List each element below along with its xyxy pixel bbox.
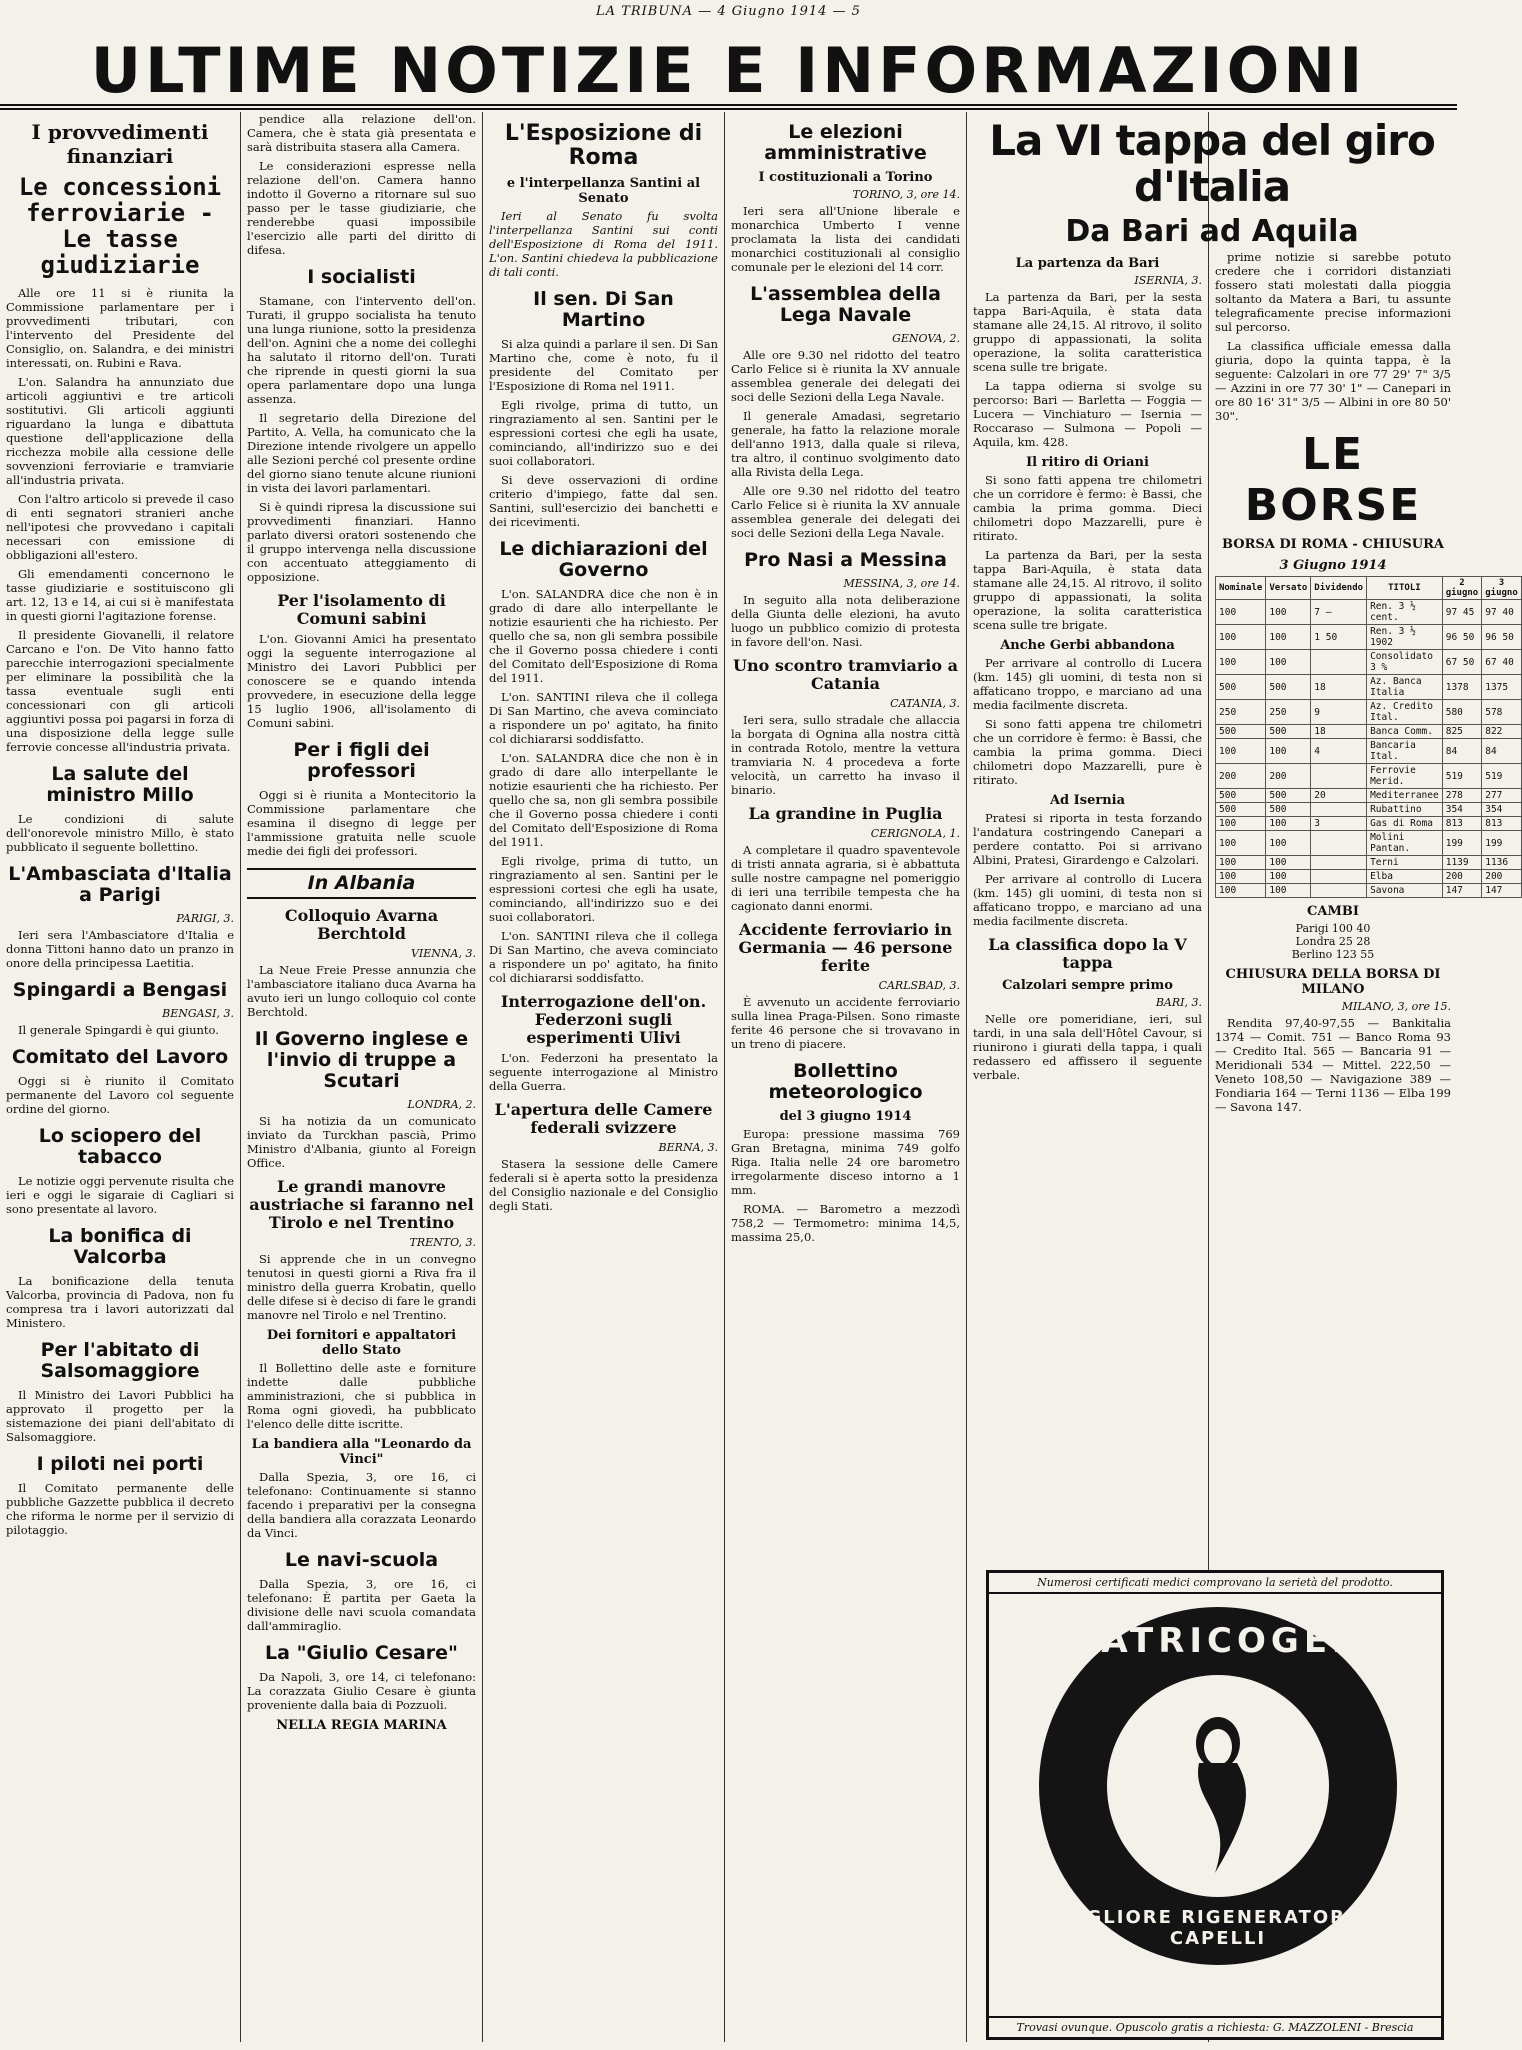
table-cell: 500 [1266,675,1311,700]
table-cell: 100 [1216,600,1266,625]
table-cell: Terni [1367,856,1443,870]
table-cell: 813 [1442,817,1482,831]
cambi-item: Londra 25 28 [1295,935,1371,948]
article-headline: La "Giulio Cesare" [265,1642,458,1664]
table-cell: 250 [1266,700,1311,725]
article-paragraph: Pratesi si riporta in testa forzando l'andatura costringendo Canepari a perdere contatto. Poi si arrivano Albini, Pratesi, Girardengo e Calzolari. [973,811,1202,867]
dateline: LONDRA, 2. [407,1098,476,1111]
table-cell: 20 [1311,789,1367,803]
table-row [1216,817,1522,831]
article-headline: Il sen. Di San Martino [533,288,674,331]
table-cell: 277 [1482,789,1522,803]
table-cell: 580 [1442,700,1482,725]
table-cell: 822 [1482,725,1522,739]
table-cell: 67 40 [1482,650,1522,675]
article-paragraph: Con l'altro articolo si prevede il caso di enti segnatori stranieri anche nell'ipotesi che provvedano i capitali necessari con emissione di obbligazioni all'estero. [6,492,234,562]
table-cell: 100 [1266,817,1311,831]
table-cell: 500 [1216,725,1266,739]
table-cell: 84 [1482,739,1522,764]
article-headline: Bollettino meteorologico [768,1060,923,1103]
table-cell: Ren. 3 ½ 1902 [1367,625,1443,650]
table-cell: 578 [1482,700,1522,725]
article-paragraph: A completare il quadro spaventevole di tristi annata agraria, si è abbattuta sulle nostre campagne nel pomeriggio di ieri una terribile tempesta che ha cagionato danni enormi. [731,843,960,913]
table-cell: 7 — [1311,600,1367,625]
table-cell: Bancaria Ital. [1367,739,1443,764]
cambi-title: CAMBI [1307,904,1359,919]
article-paragraph: L'on. SANTINI rileva che il collega Di San Martino, che aveva cominciato a rispondere un po' agitato, ha finito col dichiararsi soddisfatto. [489,929,718,985]
dateline: MESSINA, 3, ore 14. [843,577,960,590]
table-cell [1311,884,1367,898]
table-row [1216,789,1522,803]
table-cell: 3 [1311,817,1367,831]
table-header: Dividendo [1311,577,1367,600]
dateline: ISERNIA, 3. [1134,274,1202,287]
article-headline: Dei fornitori e appaltatori dello Stato [266,1328,457,1358]
article-paragraph: Alle ore 11 si è riunita la Commissione parlamentare per i provvedimenti tributari, con l'intervento del Presidente del Consiglio, on. Salandra, e dei ministri interessati, on. Rubini e Rava. [6,286,234,370]
table-cell: 1 50 [1311,625,1367,650]
table-cell: 147 [1442,884,1482,898]
article-headline: Le grandi manovre austriache si faranno nel Tirolo e nel Trentino [249,1177,474,1232]
article-paragraph: Egli rivolge, prima di tutto, un ringraziamento al sen. Santini per le espressioni cortesi che egli ha usate, cominciando, all'indirizzo suo e dei suoi collaboratori. [489,854,718,924]
table-cell: 96 50 [1482,625,1522,650]
article-headline: Anche Gerbi abbandona [1000,638,1175,653]
article-headline: Le concessioni ferroviarie - Le tasse giudiziarie [18,173,222,279]
table-cell: 199 [1482,831,1522,856]
article-subheadline: e l'interpellanza Santini al Senato [506,176,701,206]
dateline: CERIGNOLA, 1. [870,827,960,840]
article-paragraph: Alle ore 9.30 nel ridotto del teatro Carlo Felice si è riunita la XV annuale assemblea generale dei delegati dei soci delle Sezioni della Lega Navale. [731,348,960,404]
table-cell: 18 [1311,725,1367,739]
article-headline: I piloti nei porti [36,1453,204,1475]
table-cell: 199 [1442,831,1482,856]
dateline: PARIGI, 3. [176,912,234,925]
dateline: CARLSBAD, 3. [878,979,960,992]
article-paragraph: L'on. SANTINI rileva che il collega Di San Martino, che aveva cominciato a rispondere un po' agitato, ha finito col dichiararsi soddisfatto. [489,690,718,746]
banner-rule-thin [0,108,1457,110]
table-cell: 147 [1482,884,1522,898]
table-cell: 4 [1311,739,1367,764]
table-cell: 100 [1216,817,1266,831]
table-cell: 100 [1266,600,1311,625]
article-paragraph: Ieri sera, sullo stradale che allaccia la borgata di Ognina alla nostra città in contrada Rotolo, mentre la vettura tramviaria N. 4 procedeva a forte velocità, un carretto ha invaso il binario. [731,713,960,797]
article-headline: I socialisti [307,266,416,288]
table-cell: 100 [1216,625,1266,650]
cambi-list [1215,922,1451,961]
table-cell: 100 [1266,650,1311,675]
article-paragraph: Le notizie oggi pervenute risulta che ieri e oggi le sigaraie di Cagliari si sono presentate al lavoro. [6,1174,234,1216]
table-row [1216,739,1522,764]
section-header: In Albania [247,868,476,899]
article-headline: L'Esposizione di Roma [504,121,703,170]
article-headline: Comitato del Lavoro [11,1046,229,1068]
column-5-body [967,250,1208,1566]
giro-headline: La VI tappa del giro d'Italia [989,116,1435,211]
table-header: TITOLI [1367,577,1443,600]
article-paragraph: Oggi si è riunita a Montecitorio la Commissione parlamentare che esamina il disegno di legge per l'ammissione gratuita nelle scuole medie dei figli dei professori. [247,788,476,858]
article-paragraph: Le considerazioni espresse nella relazione dell'on. Camera hanno indotto il Governo a ritornare sul suo passo per le tasse giudiziarie, che renderebbe quasi impossibile l'esercizio alle parti del diritto di difesa. [247,159,476,257]
table-cell: 100 [1216,856,1266,870]
article-headline: L'apertura delle Camere federali svizzere [494,1100,713,1137]
table-cell [1311,856,1367,870]
article-paragraph: Le condizioni di salute dell'onorevole ministro Millo, è stato pubblicato il seguente bollettino. [6,812,234,854]
article-paragraph: Oggi si è riunito il Comitato permanente del Lavoro col seguente ordine del giorno. [6,1074,234,1116]
table-cell: Consolidato 3 % [1367,650,1443,675]
column-6 [1209,250,1518,1566]
ad-footer: Trovasi ovunque. Opuscolo gratis a richiesta: G. MAZZOLENI - Brescia [989,2016,1441,2037]
page-banner: ULTIME NOTIZIE E INFORMAZIONI [90,34,1367,107]
article-paragraph: Il Comitato permanente delle pubbliche Gazzette pubblica il decreto che riforma le norme per il servizio di pilotaggio. [6,1481,234,1537]
table-cell: 519 [1442,764,1482,789]
ad-slogan: IL MIGLIORE RIGENERATORE DEI CAPELLI [1027,1907,1409,1949]
article-paragraph: Il presidente Giovanelli, il relatore Carcano e l'on. De Vito hanno fatto parecchie interrogazioni specialmente per eliminare la possibilità che la tassa eventuale sugli enti concessionari con gli articoli aggiuntivi possa poi pagarsi in forza di una disposizione della legge sulle ferrovie concesse all'industria privata. [6,628,234,754]
cambi-item: Parigi 100 40 [1295,922,1371,935]
table-cell: 100 [1216,650,1266,675]
article-paragraph: pendice alla relazione dell'on. Camera, che è stata già presentata e sarà distribuita stasera alla Camera. [247,112,476,154]
table-cell: 519 [1482,764,1522,789]
table-cell: 1139 [1442,856,1482,870]
article-headline: Il Governo inglese e l'invio di truppe a Scutari [254,1028,469,1092]
table-cell: 200 [1482,870,1522,884]
article-headline: La salute del ministro Millo [46,763,194,806]
section-footer: NELLA REGIA MARINA [276,1718,447,1733]
table-cell: Mediterranee [1367,789,1443,803]
article-headline: Per l'abitato di Salsomaggiore [40,1339,200,1382]
article-paragraph: Si deve osservazioni di ordine criterio d'impiego, fatte dal sen. Santini, sull'esercizio dei banchetti e dei ricevimenti. [489,473,718,529]
table-row [1216,625,1522,650]
table-cell: 100 [1216,739,1266,764]
article-paragraph: Ieri sera l'Ambasciatore d'Italia e donna Tittoni hanno dato un pranzo in onore della principessa Laetitia. [6,928,234,970]
article-paragraph: Gli emendamenti concernono le tasse giudiziarie e sostituiscono gli art. 12, 13 e 14, ai cui si è manifestata in questi giorni l'agitazione forense. [6,567,234,623]
article-paragraph: Egli rivolge, prima di tutto, un ringraziamento al sen. Santini per le espressioni cortesi che egli ha usate, cominciando, all'indirizzo suo e dei suoi collaboratori. [489,398,718,468]
article-headline: Per i figli dei professori [293,739,430,782]
article-headline: L'Ambasciata d'Italia a Parigi [8,863,232,906]
article-paragraph: Si è quindi ripresa la discussione sui provvedimenti finanziari. Hanno parlato diversi oratori sostenendo che il gruppo intervenga nella discussione con accentuato atteggiamento di opposizione. [247,500,476,584]
article-paragraph: Si sono fatti appena tre chilometri che un corridore è fermo: è Bassi, che cambia la prima gomma. Dieci chilometri dopo Mazzarelli, pure è ritirato. [973,717,1202,787]
article-paragraph: Europa: pressione massima 769 Gran Bretagna, minima 749 golfo Riga. Italia nelle 24 ore barometro irregolarmente disceso intorno a 1 mm. [731,1127,960,1197]
article-paragraph: ROMA. — Barometro a mezzodì 758,2 — Termometro: minima 14,5, massima 25,0. [731,1202,960,1244]
table-cell: Savona [1367,884,1443,898]
table-cell: 100 [1266,625,1311,650]
table-cell: Ferrovie Merid. [1367,764,1443,789]
article-paragraph: Stamane, con l'intervento dell'on. Turati, il gruppo socialista ha tenuto una lunga riunione, sotto la presidenza dell'on. Agnini che a nome dei colleghi ha salutato il ritorno dell'on. Turati che riprende in questi giorni la sua opera parlamentare dopo una lunga assenza. [247,294,476,406]
article-paragraph: Per arrivare al controllo di Lucera (km. 145) gli uomini, di testa non si affaticano troppo, e marciano ad una media facilmente discreta. [973,656,1202,712]
table-header: 3 giugno [1482,577,1522,600]
table-row [1216,675,1522,700]
table-cell: 500 [1216,675,1266,700]
table-cell: Gas di Roma [1367,817,1443,831]
article-subheadline: Calzolari sempre primo [1002,978,1173,993]
article-headline: La bonifica di Valcorba [48,1225,192,1268]
article-lead: Ieri al Senato fu svolta l'interpellanza Santini sui conti dell'Esposizione di Roma del 1911. L'on. Santini chiedeva la pubblicazione di tali conti. [489,209,718,279]
quotations-table [1215,576,1522,898]
table-cell: Rubattino [1367,803,1443,817]
table-row [1216,831,1522,856]
table-cell: 500 [1216,789,1266,803]
article-headline: Colloquio Avarna Berchtold [284,906,439,943]
ad-brand-name: ANATRICOGENO [1036,1621,1400,1661]
table-cell: 97 40 [1482,600,1522,625]
article-paragraph: Stasera la sessione delle Camere federali si è aperta sotto la presidenza del Consiglio nazionale e del Consiglio degli Stati. [489,1157,718,1213]
table-cell: 200 [1442,870,1482,884]
article-paragraph: L'on. Federzoni ha presentato la seguente interrogazione al Ministro della Guerra. [489,1051,718,1093]
article-headline: L'assemblea della Lega Navale [750,283,941,326]
article-headline: Interrogazione dell'on. Federzoni sugli esperimenti Ulivi [500,992,707,1047]
table-cell: 250 [1216,700,1266,725]
article-paragraph: Si ha notizia da un comunicato inviato da Turckhan pascià, Primo Ministro d'Albania, giunto al Foreign Office. [247,1114,476,1170]
advertisement-anatricogeno [986,1570,1444,2040]
article-headline: Per l'isolamento di Comuni sabini [277,591,446,628]
dateline: BERNA, 3. [658,1141,718,1154]
article-paragraph: Alle ore 9.30 nel ridotto del teatro Carlo Felice si è riunita la XV annuale assemblea generale dei delegati dei soci delle Sezioni della Lega Navale. [731,484,960,540]
table-header: Nominale [1216,577,1266,600]
table-header: 2 giugno [1442,577,1482,600]
table-cell: 825 [1442,725,1482,739]
page-folio: LA TRIBUNA — 4 Giugno 1914 — 5 [596,4,861,19]
table-cell: 100 [1266,831,1311,856]
table-cell: 500 [1216,803,1266,817]
article-paragraph: Il generale Amadasi, segretario generale, ha fatto la relazione morale dell'anno 1913, dalla quale si rileva, tra altro, il continuo svolgimento dato alla Rivista della Lega. [731,409,960,479]
table-cell: 1136 [1482,856,1522,870]
table-cell: Elba [1367,870,1443,884]
table-row [1216,764,1522,789]
table-cell: 354 [1442,803,1482,817]
article-headline: Lo sciopero del tabacco [38,1125,202,1168]
article-paragraph: La bonificazione della tenuta Valcorba, provincia di Padova, non fu compresa tra i lavori autorizzati dal Ministero. [6,1274,234,1330]
article-headline: Accidente ferroviario in Germania — 46 persone ferite [738,920,953,975]
table-cell: 500 [1266,803,1311,817]
article-headline: Le elezioni amministrative [764,121,927,164]
table-row [1216,700,1522,725]
article-paragraph: La Neue Freie Presse annunzia che l'ambasciatore italiano duca Avarna ha avuto ieri un lungo colloquio col conte Berchtold. [247,963,476,1019]
article-paragraph: Si alza quindi a parlare il sen. Di San Martino che, come è noto, fu il presidente del Comitato per l'Esposizione di Roma nel 1911. [489,337,718,393]
table-cell [1311,764,1367,789]
article-headline: Pro Nasi a Messina [744,549,947,571]
cambi-item: Berlino 123 55 [1291,948,1375,961]
borse-headline: LE BORSE [1244,429,1422,531]
table-cell [1311,870,1367,884]
giro-subheadline: Da Bari ad Aquila [1065,214,1359,249]
dateline: GENOVA, 2. [892,332,960,345]
table-row [1216,884,1522,898]
table-cell: 96 50 [1442,625,1482,650]
article-paragraph: La partenza da Bari, per la sesta tappa Bari-Aquila, è stata data stamane alle 24,15. Al ritrovo, il solito gruppo di appassionati, la solita operazione, la solita caratteristica scena sulle tre brigate. [973,548,1202,632]
ad-tagline: Numerosi certificati medici comprovano la serietà del prodotto. [989,1573,1441,1594]
dateline: TRENTO, 3. [409,1236,476,1249]
dateline: TORINO, 3, ore 14. [852,188,960,201]
table-cell: 97 45 [1442,600,1482,625]
article-paragraph: Il Ministro dei Lavori Pubblici ha approvato il progetto per la sistemazione dei piani dell'abitato di Salsomaggiore. [6,1388,234,1444]
column-1 [0,112,240,2042]
table-cell: 1375 [1482,675,1522,700]
article-paragraph: Dalla Spezia, 3, ore 16, ci telefonano: È partita per Gaeta la divisione delle navi scuola comandata dall'ammiraglio. [247,1577,476,1633]
table-cell: Az. Banca Italia [1367,675,1443,700]
table-cell: 813 [1482,817,1522,831]
column-2 [241,112,482,2042]
article-paragraph: La partenza da Bari, per la sesta tappa Bari-Aquila, è stata data stamane alle 24,15. Al ritrovo, il solito gruppo di appassionati, la solita operazione, la solita caratteristica scena sulle tre brigate. [973,290,1202,374]
article-paragraph: Il segretario della Direzione del Partito, A. Vella, ha comunicato che la Direzione intende rivolgere un appello alle Sezioni perché col presente ordine del giorno siano tenute alcune riunioni in vista dei lavori parlamentari. [247,411,476,495]
table-row [1216,803,1522,817]
table-row [1216,870,1522,884]
article-headline: La partenza da Bari [1015,256,1160,271]
table-cell: 200 [1266,764,1311,789]
dateline: BENGASI, 3. [162,1007,234,1020]
article-headline: Le navi-scuola [284,1549,439,1571]
table-cell: 9 [1311,700,1367,725]
article-paragraph: prime notizie si sarebbe potuto credere che i corridori distanziati fossero stati molestati dalla pioggia soltanto da Matera a Bari, tu assunte telegraficamente precise informazioni sul percorso. [1215,250,1451,334]
table-cell: Molini Pantan. [1367,831,1443,856]
table-row [1216,856,1522,870]
woman-hair-illustration-icon [1185,1703,1251,1873]
article-paragraph: Il generale Spingardi è qui giunto. [18,1023,219,1037]
table-cell: 100 [1266,884,1311,898]
article-paragraph: Nelle ore pomeridiane, ieri, sul tardi, in una sala dell'Hôtel Cavour, si riunirono i giurati della tappa, i quali redassero ed affissero il seguente verbale. [973,1012,1202,1082]
article-paragraph: La classifica ufficiale emessa dalla giuria, dopo la quinta tappa, è la seguente: Calzolari in ore 77 29' 7" 3/5 — Azzini in ore 77 30' 1" — Canepari in ore 80 16' 31" 3/5 — Albini in ore 80 50' 30". [1215,339,1451,423]
article-paragraph: La tappa odierna si svolge su percorso: Bari — Barletta — Foggia — Lucera — Vinchiaturo — Isernia — Roccaraso — Sulmona — Popoli — Aquila, km. 428. [973,379,1202,449]
table-row [1216,600,1522,625]
table-cell: 100 [1216,831,1266,856]
article-paragraph: Da Napoli, 3, ore 14, ci telefonano: La corazzata Giulio Cesare è giunta proveniente dalla baia di Pozzuoli. [247,1670,476,1712]
table-cell: 84 [1442,739,1482,764]
table-row [1216,725,1522,739]
table-cell: 500 [1266,789,1311,803]
article-headline: La bandiera alla "Leonardo da Vinci" [251,1437,472,1467]
article-headline: La grandine in Puglia [748,804,943,823]
article-paragraph: Il Bollettino delle aste e forniture indette dalle pubbliche amministrazioni, che si pubblica in Roma ogni giovedì, ha pubblicato l'elenco delle ditte iscritte. [247,1361,476,1431]
table-cell [1311,831,1367,856]
article-headline: Il ritiro di Oriani [1026,455,1149,470]
article-paragraph: L'on. Salandra ha annunziato due articoli aggiuntivi e tre articoli sostitutivi. Gli articoli aggiunti riguardano la lunga e dibattuta questione dell'applicazione della ricchezza mobile alla cessione delle sovvenzioni ferroviarie e tramviarie all'industria privata. [6,375,234,487]
article-headline: Le dichiarazioni del Governo [499,538,708,581]
dateline: VIENNA, 3. [410,947,476,960]
article-subheadline: del 3 giugno 1914 [779,1109,912,1124]
article-headline: Spingardi a Bengasi [12,979,228,1001]
column-3 [483,112,724,2042]
table-cell: Ren. 3 ½ cent. [1367,600,1443,625]
borsa-roma-date: 3 Giugno 1914 [1279,558,1387,573]
article-paragraph: L'on. Giovanni Amici ha presentato oggi la seguente interrogazione al Ministro dei Lavori Pubblici per conoscere se e quando intenda provvedere, in esecuzione della legge 15 luglio 1906, all'isolamento di Comuni sabini. [247,632,476,730]
article-paragraph: Per arrivare al controllo di Lucera (km. 145) gli uomini, di testa non si affaticano troppo, e marciano ad una media facilmente discreta. [973,872,1202,928]
article-paragraph: È avvenuto un accidente ferroviario sulla linea Praga-Pilsen. Sono rimaste ferite 46 persone che si trovavano in un treno di piacere. [731,995,960,1051]
table-cell: 100 [1216,870,1266,884]
table-cell: Az. Credito Ital. [1367,700,1443,725]
article-headline: La classifica dopo la V tappa [988,935,1187,972]
table-cell: 200 [1216,764,1266,789]
article-headline: Ad Isernia [1049,793,1126,808]
table-cell: 100 [1266,739,1311,764]
table-cell: 18 [1311,675,1367,700]
table-cell: Banca Comm. [1367,725,1443,739]
borsa-milano-title: CHIUSURA DELLA BORSA DI MILANO [1225,967,1441,997]
table-cell: 1378 [1442,675,1482,700]
table-cell: 100 [1216,884,1266,898]
table-header: Versato [1266,577,1311,600]
article-headline: Uno scontro tramviario a Catania [733,656,958,693]
article-paragraph: L'on. SALANDRA dice che non è in grado di dare allo interpellante le notizie esaurienti che ha richiesto. Per quello che sa, non gli sembra possibile che il Governo possa chiedere i conti del Comitato dell'Esposizione di Roma del 1911. [489,751,718,849]
article-paragraph: Rendita 97,40-97,55 — Bankitalia 1374 — Comit. 751 — Banco Roma 93 — Credito Ital. 565 — Bancaria 91 — Meridionali 534 — Mittel. 222,50 — Veneto 108,50 — Navigazione 389 — Fondiaria 164 — Terni 1136 — Elba 199 — Savona 147. [1215,1016,1451,1114]
table-cell: 100 [1266,870,1311,884]
article-paragraph: Si apprende che in un convegno tenutosi in questi giorni a Riva fra il ministro della guerra Krobatin, quello delle difese si è deciso di fare le grandi manovre nel Tirolo e nel Trentino. [247,1252,476,1322]
article-paragraph: In seguito alla nota deliberazione della Giunta delle elezioni, ha avuto luogo un pubblico comizio di protesta in favore dell'on. Nasi. [731,593,960,649]
table-row [1216,650,1522,675]
borsa-roma-title: BORSA DI ROMA - CHIUSURA [1222,537,1444,552]
table-cell [1311,650,1367,675]
dateline: MILANO, 3, ore 15. [1341,1000,1451,1013]
table-cell: 67 50 [1442,650,1482,675]
dateline: CATANIA, 3. [890,697,960,710]
table-cell [1311,803,1367,817]
article-paragraph: Dalla Spezia, 3, ore 16, ci telefonano: Continuamente si stanno facendo i preparativi per la consegna della bandiera alla corazzata Leonardo da Vinci. [247,1470,476,1540]
article-paragraph: L'on. SALANDRA dice che non è in grado di dare allo interpellante le notizie esaurienti che ha richiesto. Per quello che sa, non gli sembra possibile che il Governo possa chiedere i conti del Comitato dell'Esposizione di Roma del 1911. [489,587,718,685]
article-paragraph: Ieri sera all'Unione liberale e monarchica Umberto I venne proclamata la lista dei candidati monarchici costituzionali al consiglio comunale per le elezioni del 14 corr. [731,204,960,274]
table-cell: 354 [1482,803,1522,817]
section-kicker: I provvedimenti finanziari [31,120,209,168]
article-subheadline: I costituzionali a Torino [758,170,933,185]
banner-rule [0,104,1457,106]
table-cell: 500 [1266,725,1311,739]
article-paragraph: Si sono fatti appena tre chilometri che un corridore è fermo: è Bassi, che cambia la prima gomma. Dieci chilometri dopo Mazzarelli, pure è ritirato. [973,473,1202,543]
dateline: BARI, 3. [1155,996,1202,1009]
column-4 [725,112,966,2042]
table-cell: 100 [1266,856,1311,870]
table-cell: 278 [1442,789,1482,803]
